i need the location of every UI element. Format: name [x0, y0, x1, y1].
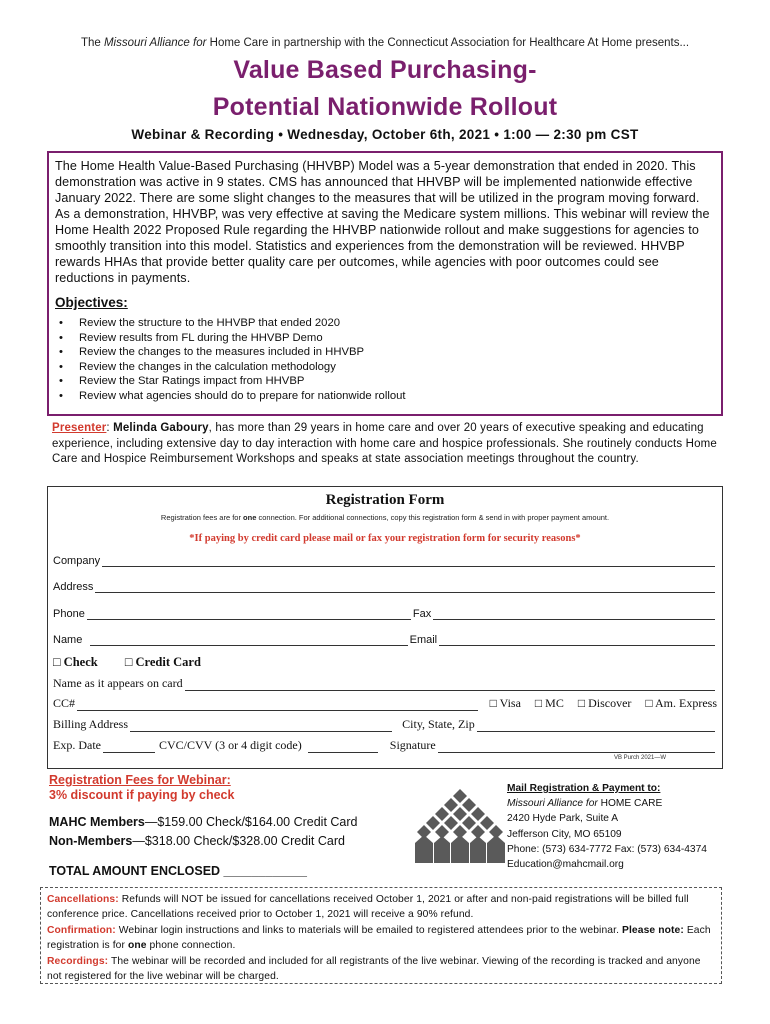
- cc-field[interactable]: [77, 700, 478, 711]
- logo-house: [451, 835, 469, 863]
- mailing-phone: Phone: (573) 634-7772 Fax: (573) 634-4374: [507, 843, 707, 855]
- logo-diamond: [462, 816, 476, 830]
- fees-title: Registration Fees for Webinar:: [49, 773, 231, 787]
- objective-item: • Review results from FL during the HHVBP Demo: [55, 331, 715, 346]
- phone-label: Phone: [53, 608, 85, 620]
- logo-diamond: [453, 789, 467, 803]
- mailing-city: Jefferson City, MO 65109: [507, 828, 622, 840]
- objective-item: • Review the structure to the HHVBP that ended 2020: [55, 316, 715, 331]
- total-enclosed: TOTAL AMOUNT ENCLOSED ____________: [49, 864, 307, 878]
- card-name-field[interactable]: [185, 680, 715, 691]
- objective-item: • Review the changes to the measures included in HHVBP: [55, 345, 715, 360]
- check-option[interactable]: □ Check: [53, 655, 98, 669]
- discover-checkbox[interactable]: □ Discover: [577, 696, 632, 710]
- logo-house: [415, 835, 433, 863]
- company-field[interactable]: [102, 556, 715, 567]
- objective-item: • Review what agencies should do to prepare for nationwide rollout: [55, 389, 715, 404]
- recording-policy: Recordings: The webinar will be recorded and included for all registrants of the live webinar. Viewing of the recording is tracked and anyone not registered for the live webinar will be charged.: [47, 955, 701, 983]
- presenter-name: Melinda Gaboury: [113, 422, 209, 434]
- mailing-email[interactable]: Education@mahcmail.org: [507, 859, 624, 871]
- city-label: City, State, Zip: [402, 717, 475, 731]
- presenter-section: Presenter: Melinda Gaboury, has more than 29 years in home care and over 20 years of executive speaking and educating experience, including extensive day to day interaction with home care and hospice professionals. She routinely conducts Home Care and Hospice Reimbursement Workshops and speaks at state association meetings throughout the country.: [52, 422, 717, 465]
- confirmation-policy: Confirmation: Webinar login instructions and links to materials will be emailed to registered attendees prior to the webinar. Please note: Each registration is for one phone connection.: [47, 924, 711, 952]
- logo-diamond: [426, 816, 440, 830]
- phone-fax-row: [53, 608, 717, 620]
- mailing-heading: Mail Registration & Payment to:: [507, 783, 661, 794]
- exp-label: Exp. Date: [53, 738, 101, 752]
- member-price: MAHC Members—$159.00 Check/$164.00 Credit Card: [49, 815, 358, 829]
- mailing-org: Missouri Alliance for HOME CARE: [507, 798, 663, 810]
- email-field[interactable]: [439, 635, 715, 646]
- description-box: [47, 151, 723, 416]
- amex-checkbox[interactable]: □ Am. Express: [645, 696, 717, 710]
- address-row: [53, 581, 717, 593]
- name-label: Name: [53, 634, 83, 646]
- registration-form: [47, 486, 723, 769]
- presenter-label: Presenter: [52, 422, 107, 434]
- name-field[interactable]: [90, 635, 407, 646]
- page-title-line1: Value Based Purchasing-: [233, 56, 537, 84]
- billing-field[interactable]: [130, 721, 392, 732]
- exp-field[interactable]: [103, 742, 155, 753]
- credit-card-warning: *If paying by credit card please mail or fax your registration form for security reasons*: [189, 533, 581, 544]
- registration-title: Registration Form: [325, 492, 445, 508]
- card-name-label: Name as it appears on card: [53, 676, 183, 690]
- mailing-street: 2420 Hyde Park, Suite A: [507, 813, 618, 825]
- objective-item: • Review the Star Ratings impact from HHVBP: [55, 374, 715, 389]
- address-field[interactable]: [95, 582, 715, 593]
- stacked-diamonds-logo: [410, 789, 510, 864]
- intro-line: The Missouri Alliance for Home Care in partnership with the Connecticut Association for Healthcare At Home presents...: [80, 37, 690, 49]
- cvc-label: CVC/CVV (3 or 4 digit code): [158, 738, 302, 752]
- cc-label: CC#: [53, 696, 76, 710]
- billing-row: [53, 717, 717, 732]
- logo-diamond: [471, 807, 485, 821]
- presenter-bio: , has more than 29 years in home care and over 20 years of executive speaking and educating experience, including extensive day to day interaction with home care and hospice professionals. She routinely conducts Home Care and Hospice Reimbursement Workshops and speaks at state association meetings throughout the country.: [52, 422, 717, 465]
- credit-card-option[interactable]: □ Credit Card: [124, 655, 201, 669]
- logo-diamond: [462, 798, 476, 812]
- cancellation-policy: Cancellations: Refunds will NOT be issued for cancellations received October 1, 2021 or after and non-paid registrations will be billed full conference price. Cancellations received prior to October 1, 2021 will receive a 90% refund.: [47, 894, 689, 921]
- event-details: Webinar & Recording • Wednesday, October 6th, 2021 • 1:00 — 2:30 pm CST: [131, 127, 639, 142]
- page-title-line2: Potential Nationwide Rollout: [212, 93, 558, 121]
- signature-label: Signature: [389, 738, 436, 752]
- fax-field[interactable]: [433, 609, 715, 620]
- description-text: The Home Health Value-Based Purchasing (HHVBP) Model was a 5-year demonstration that ended in 2020. This demonstration was active in 9 states. CMS has announced that HHVBP will be implemented nationwide effective January 2022. There are some slight changes to the measures that will be utilized in the program moving forward. As a demonstration, HHVBP, was very effective at saving the Medicare system millions. This webinar will review the Home Health 2022 Proposed Rule regarding the HHVBP nationwide rollout and make suggestions for agencies to smoothly transition into this model. Statistics and experiences from the demonstration will be reviewed. HHVBP rewards HHAs that provide better quality care per outcomes, while agencies with poor outcomes could see reductions in payments.: [55, 159, 710, 285]
- non-member-price: Non-Members—$318.00 Check/$328.00 Credit Card: [49, 834, 345, 848]
- name-email-row: [53, 634, 717, 646]
- email-label: Email: [409, 634, 438, 646]
- check-discount: 3% discount if paying by check: [49, 788, 235, 802]
- payment-method-row: [53, 655, 225, 670]
- logo-house: [470, 836, 486, 863]
- signature-field[interactable]: [438, 742, 715, 753]
- logo-house: [487, 835, 505, 863]
- exp-row: [53, 738, 717, 753]
- mc-checkbox[interactable]: □ MC: [534, 696, 564, 710]
- intro-org: Missouri Alliance for: [103, 37, 207, 49]
- cc-row: [53, 696, 717, 711]
- objectives-list: [55, 316, 715, 404]
- registration-note: Registration fees are for one connection. For additional connections, copy this registration form & send in with proper payment amount.: [160, 513, 610, 522]
- company-label: Company: [53, 555, 101, 567]
- city-field[interactable]: [477, 721, 715, 732]
- fees-section: [49, 773, 409, 878]
- address-label: Address: [53, 581, 94, 593]
- phone-field[interactable]: [87, 609, 411, 620]
- company-row: [53, 555, 717, 567]
- billing-label: Billing Address: [53, 717, 129, 731]
- card-name-row: [53, 676, 717, 691]
- mailing-info: [507, 781, 727, 872]
- cvc-field[interactable]: [308, 742, 378, 753]
- visa-checkbox[interactable]: □ Visa: [489, 696, 521, 710]
- logo-diamond: [435, 807, 449, 821]
- fax-label: Fax: [412, 608, 432, 620]
- policies-box: [40, 887, 722, 984]
- logo-house: [434, 836, 450, 863]
- logo-diamond: [444, 816, 458, 830]
- logo-diamond: [453, 807, 467, 821]
- logo-diamond: [444, 798, 458, 812]
- logo-diamond: [480, 816, 494, 830]
- objectives-heading: Objectives:: [55, 295, 128, 310]
- objective-item: • Review the changes in the calculation methodology: [55, 360, 715, 375]
- form-code: VB Purch 2021—W: [613, 755, 666, 761]
